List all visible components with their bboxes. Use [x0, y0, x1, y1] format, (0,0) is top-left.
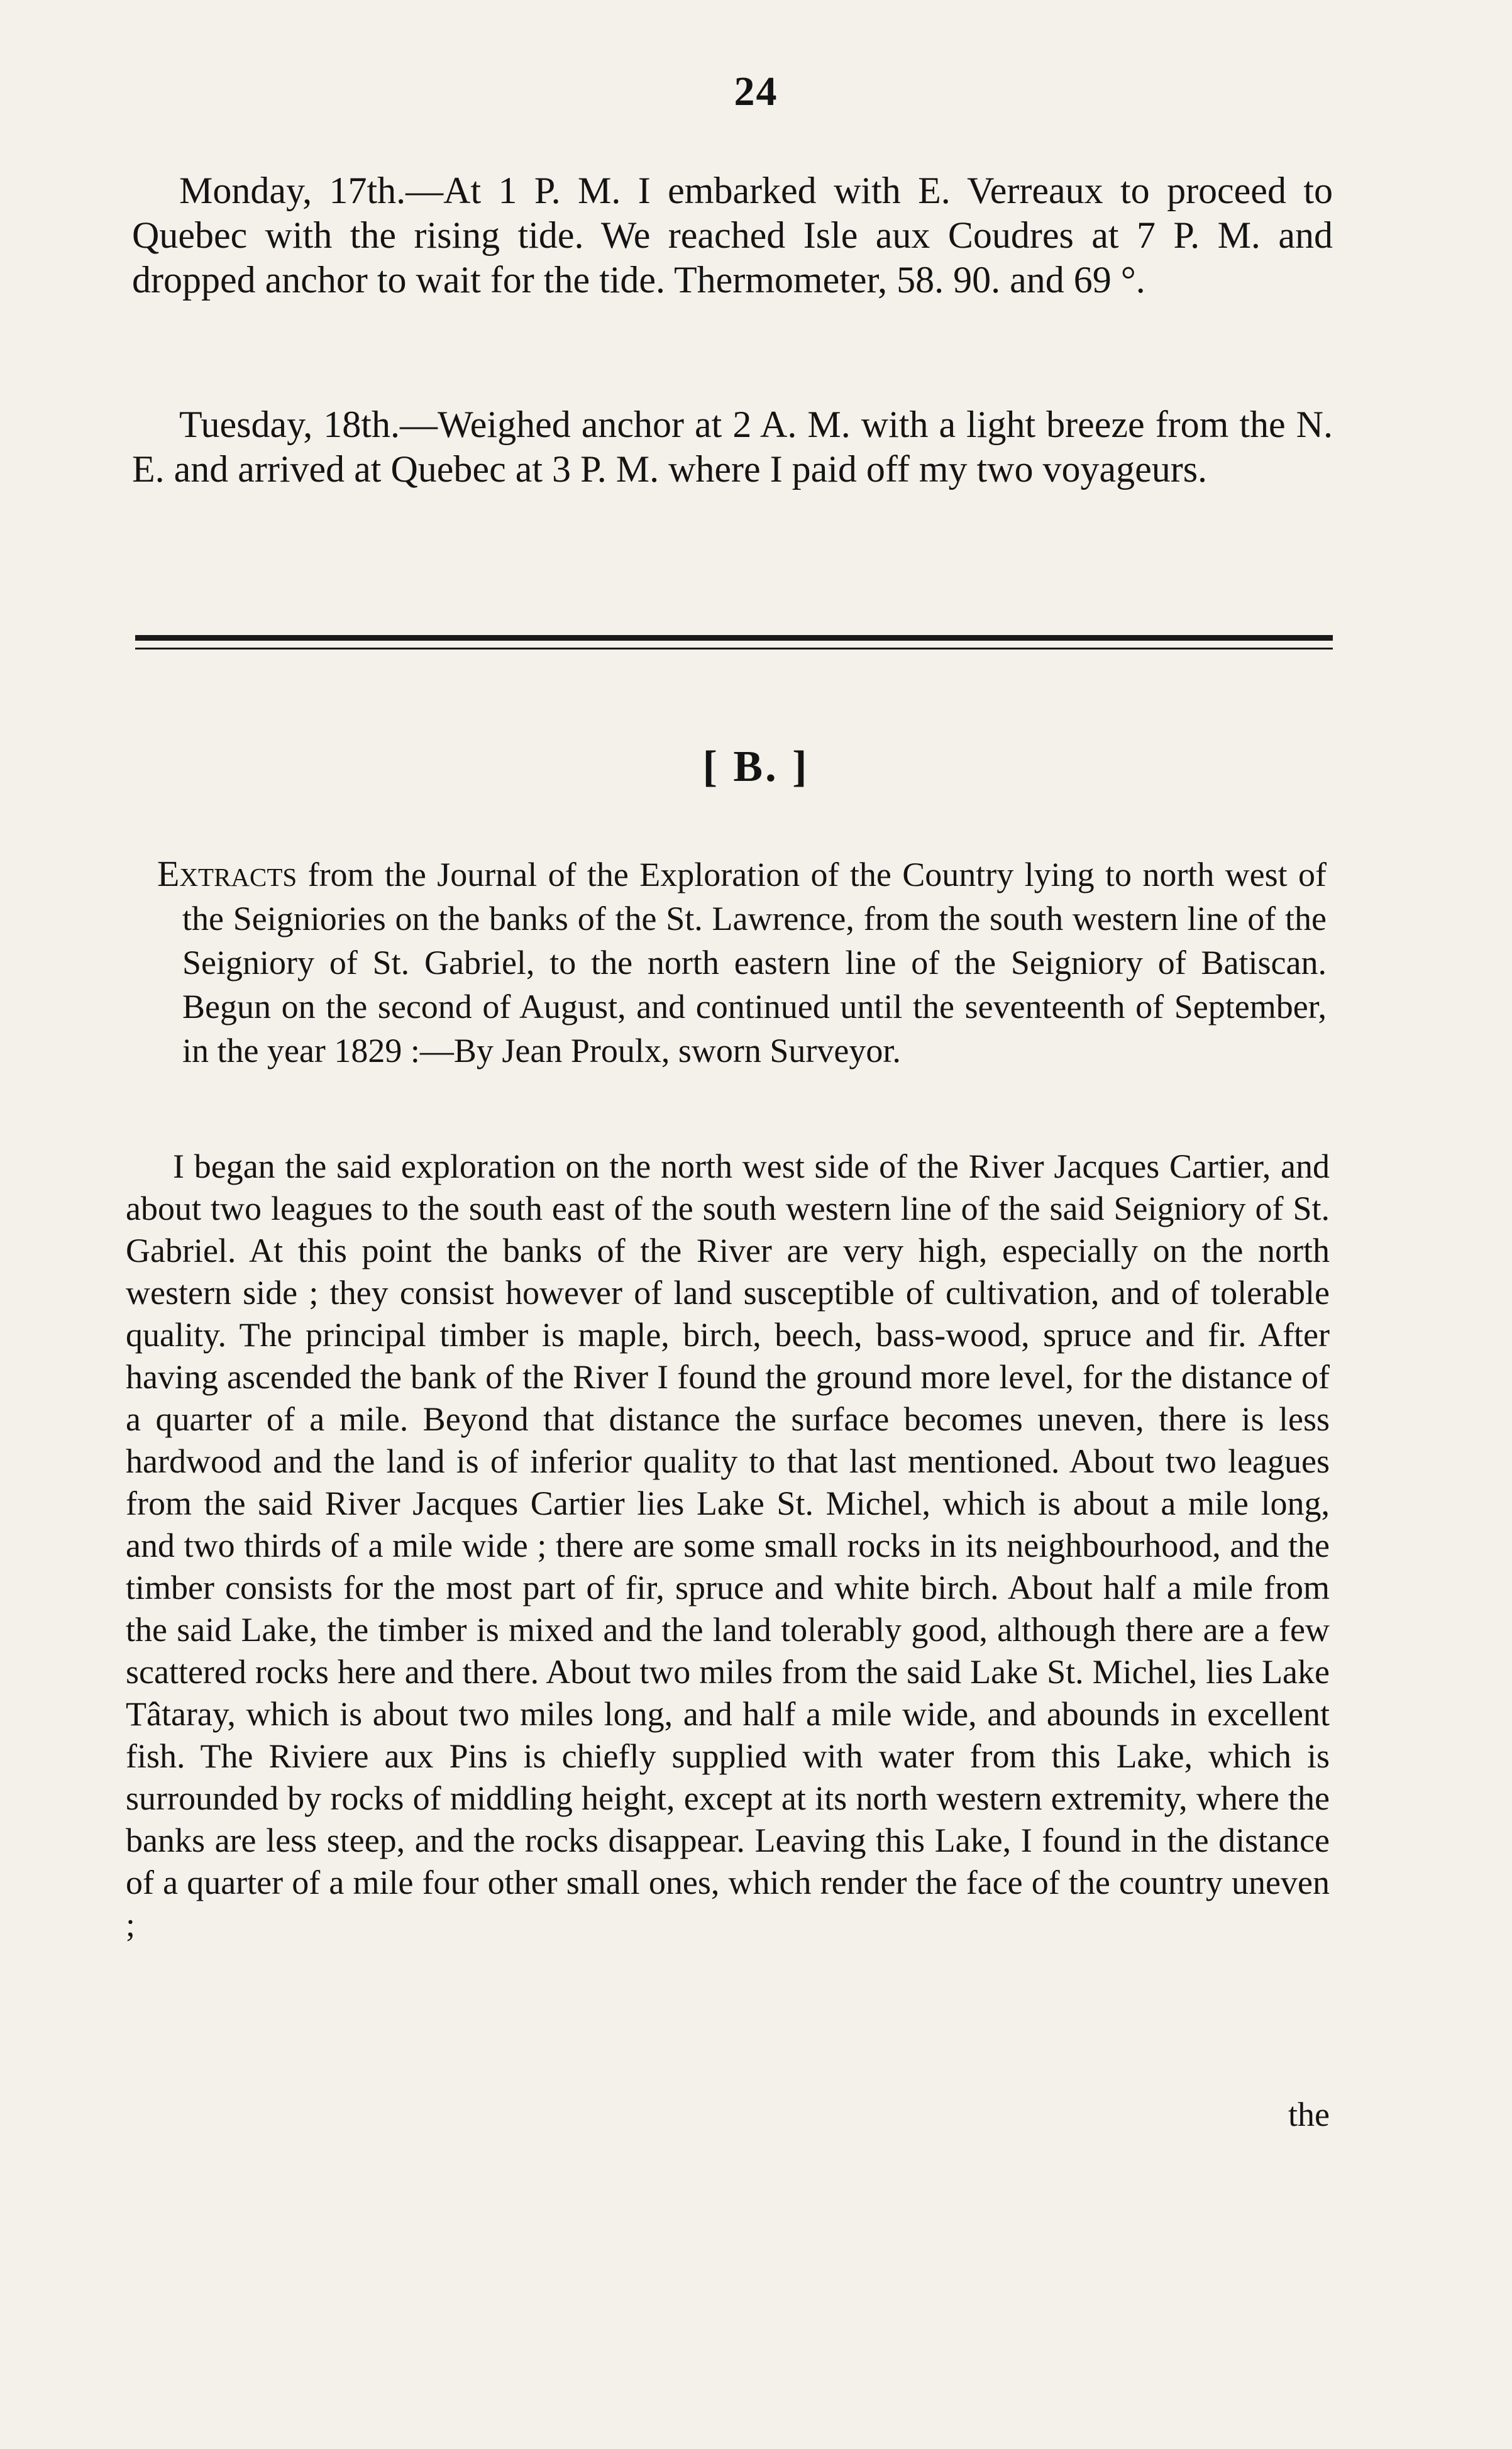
section-divider-thin	[135, 648, 1333, 650]
extract-heading-rest: from the Journal of the Exploration of the Country lying to north west of the Seigniories on the banks of the St. Lawrence, from the south western line of the Seigniory of St. Gabriel, to the north eastern line of the Seigniory of Batiscan. Begun on the second of August, and continued until the seventeenth of September, in the year 1829 :—By Jean Proulx, sworn Surveyor.	[182, 856, 1327, 1070]
page-number: 24	[734, 69, 778, 114]
journal-entry-tuesday-text: Tuesday, 18th.—Weighed anchor at 2 A. M. with a light breeze from the N. E. and arrived at Quebec at 3 P. M. where I paid off my two voyageurs.	[132, 404, 1333, 490]
exploration-body-paragraph: I began the said exploration on the north west side of the River Jacques Cartier, and about two leagues to the south east of the south western line of the said Seigniory of St. Gabriel. At this point the banks of the River are very high, especially on the north western side ; they consist however of land susceptible of cultivation, and of tolerable quality. The principal timber is maple, birch, beech, bass-wood, spruce and fir. After having ascended the bank of the River I found the ground more level, for the distance of a quarter of a mile. Beyond that distance the surface becomes uneven, there is less hardwood and the land is of inferior quality to that last mentioned. About two leagues from the said River Jacques Cartier lies Lake St. Michel, which is about a mile long, and two thirds of a mile wide ; there are some small rocks in its neighbourhood, and the timber consists for the most part of fir, spruce and white birch. About half a mile from the said Lake, the timber is mixed and the land tolerably good, although there are a few scattered rocks here and there. About two miles from the said Lake St. Michel, lies Lake Tâtaray, which is about two miles long, and half a mile wide, and abounds in excellent fish. The Riviere aux Pins is chiefly supplied with water from this Lake, which is surrounded by rocks of middling height, except at its north western extremity, where the banks are less steep, and the rocks disappear. Leaving this Lake, I found in the distance of a quarter of a mile four other small ones, which render the face of the country uneven ;	[126, 1147, 1330, 1943]
exploration-body	[126, 1146, 1330, 1946]
extract-heading-lead: Extracts	[157, 853, 297, 894]
appendix-mark: [ B. ]	[702, 743, 810, 791]
extract-heading	[157, 852, 1327, 1073]
journal-entry-tuesday	[132, 402, 1333, 492]
section-divider-thick	[135, 635, 1333, 641]
journal-entry-monday	[132, 169, 1333, 302]
journal-entry-monday-text: Monday, 17th.—At 1 P. M. I embarked with E. Verreaux to proceed to Quebec with the rising tide. We reached Isle aux Coudres at 7 P. M. and dropped anchor to wait for the tide. Thermometer, 58. 90. and 69 °.	[132, 170, 1333, 301]
catchword: the	[1288, 2096, 1330, 2133]
